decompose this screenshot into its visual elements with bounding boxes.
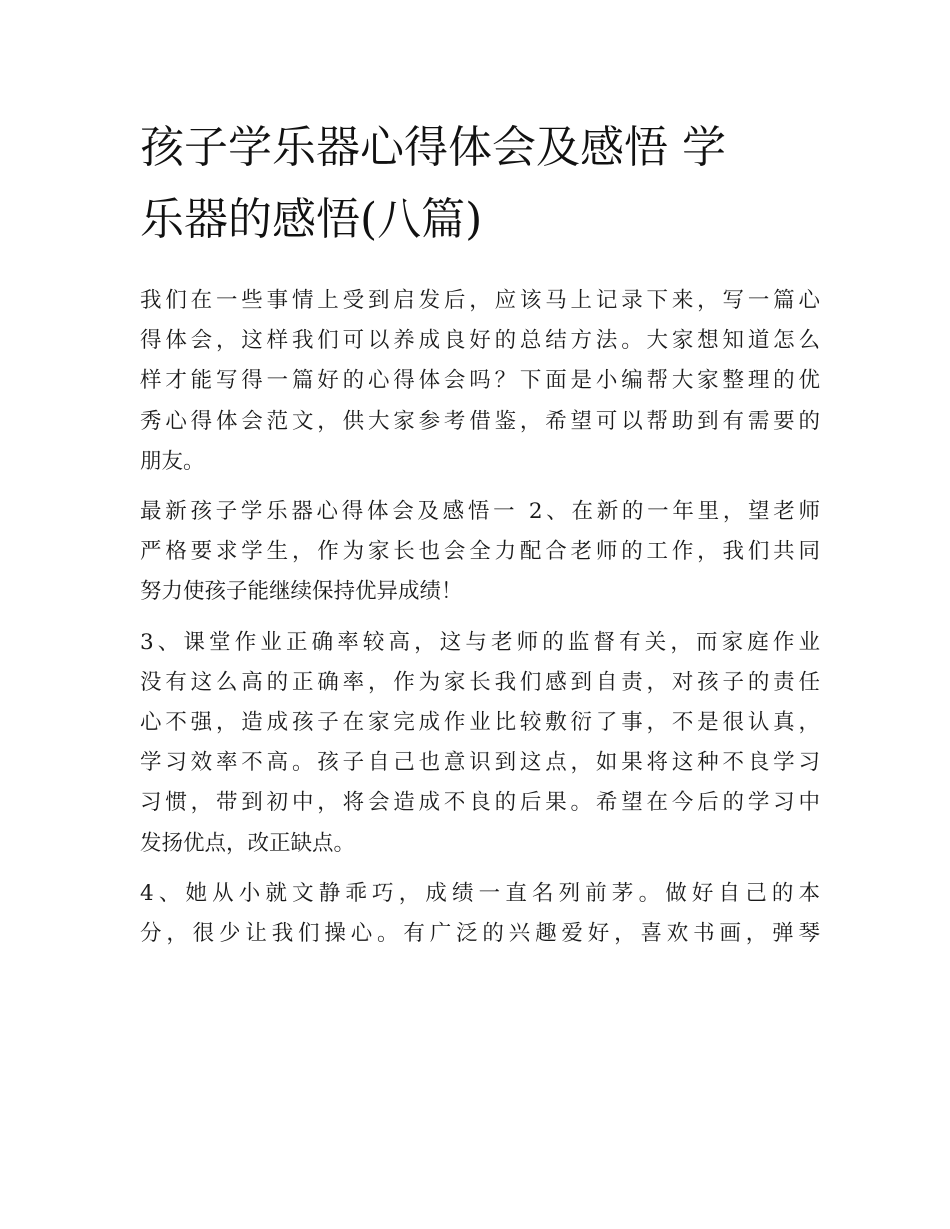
title-line: 乐器的感悟(八篇) — [140, 194, 483, 245]
text-line: 朋友。 — [140, 448, 205, 474]
document-title — [140, 112, 820, 256]
document-body — [140, 281, 820, 964]
paragraph-item-4 — [140, 874, 820, 954]
text-line: 发扬优点，改正缺点。 — [140, 830, 356, 856]
text-line: 4、她从小就文静乖巧，成绩一直名列前茅。做好自己的本 — [140, 880, 820, 906]
text-line: 样才能写得一篇好的心得体会吗？下面是小编帮大家整理的优 — [140, 368, 820, 394]
paragraph-item-3 — [140, 623, 820, 864]
text-line: 分，很少让我们操心。有广泛的兴趣爱好，喜欢书画，弹琴 — [140, 921, 820, 947]
text-line: 秀心得体会范文，供大家参考借鉴，希望可以帮助到有需要的 — [140, 408, 820, 434]
text-line: 学习效率不高。孩子自己也意识到这点，如果将这种不良学习 — [140, 750, 820, 776]
text-line: 我们在一些事情上受到启发后，应该马上记录下来，写一篇心 — [140, 288, 820, 313]
text-line: 努力使孩子能继续保持优异成绩！ — [140, 579, 463, 605]
text-line: 最新孩子学乐器心得体会及感悟一 2、在新的一年里，望老师 — [140, 499, 820, 525]
paragraph-item-2 — [140, 492, 820, 613]
text-line: 习惯，带到初中，将会造成不良的后果。希望在今后的学习中 — [140, 790, 820, 816]
paragraph-intro — [140, 281, 820, 482]
text-line: 得体会，这样我们可以养成良好的总结方法。大家想知道怎么 — [140, 328, 820, 354]
text-line: 没有这么高的正确率，作为家长我们感到自责，对孩子的责任 — [140, 669, 820, 695]
text-line: 心不强，造成孩子在家完成作业比较敷衍了事，不是很认真， — [140, 710, 820, 736]
text-line: 3、课堂作业正确率较高，这与老师的监督有关，而家庭作业 — [140, 629, 820, 655]
text-line: 严格要求学生，作为家长也会全力配合老师的工作，我们共同 — [140, 539, 820, 565]
title-line: 孩子学乐器心得体会及感悟 学 — [140, 122, 726, 173]
